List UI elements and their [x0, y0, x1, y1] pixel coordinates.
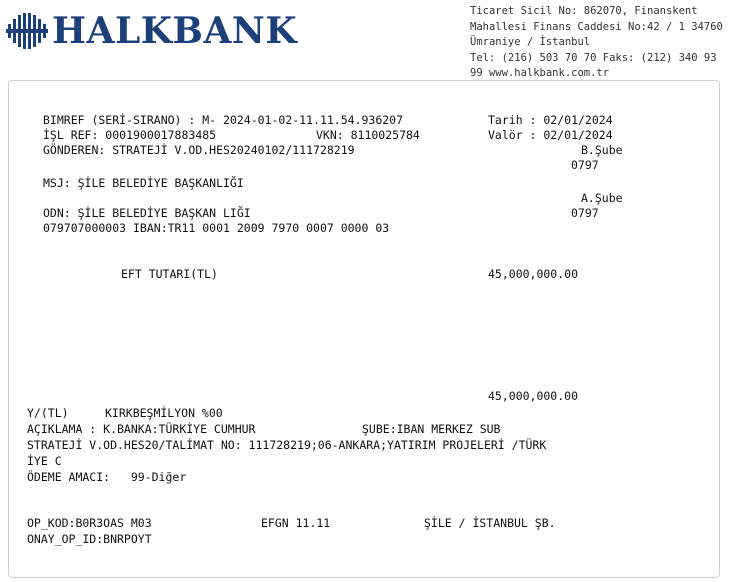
odeme-amaci: ÖDEME AMACI: 99-Diğer: [27, 470, 187, 484]
yazi-label: Y/(TL): [27, 406, 69, 420]
address-line: 99 www.halkbank.com.tr: [470, 67, 610, 79]
halkbank-logo: [6, 10, 297, 52]
efgn: EFGN 11.11: [261, 516, 331, 530]
aciklama: AÇIKLAMA : K.BANKA:TÜRKİYE CUMHUR: [27, 422, 256, 436]
gonderen: GÖNDEREN: STRATEJİ V.OD.HES20240102/111728219: [43, 143, 355, 157]
halkbank-mark-icon: [6, 10, 48, 52]
address-line: Ümraniye / İstanbul: [470, 36, 591, 48]
bimref-line: BIMREF (SERİ-SIRANO) : M- 2024-01-02-11.11.54.936207: [43, 113, 404, 127]
eft-amount: 45,000,000.00: [488, 267, 579, 281]
yazi-value: KIRKBEŞMİLYON %00: [105, 406, 223, 420]
a-sube-no: 0797: [571, 206, 599, 220]
vkn: VKN: 8110025784: [316, 128, 420, 142]
strateji-line: STRATEJİ V.OD.HES20/TALİMAT NO: 111728219;06-ANKARA;YATIRIM PROJELERİ /TÜRK: [27, 438, 547, 452]
odn: ODN: ŞİLE BELEDİYE BAŞKAN LIĞI: [43, 206, 251, 220]
eft-label: EFT TUTARI(TL): [121, 267, 218, 281]
b-sube-no: 0797: [571, 158, 599, 172]
bank-name: HALKBANK: [52, 10, 298, 52]
address-line: Ticaret Sicil No: 862070, Finanskent: [470, 5, 698, 17]
onay-op-id: ONAY_OP_ID:BNRPOYT: [27, 532, 152, 546]
sile-sb: ŞİLE / İSTANBUL ŞB.: [424, 516, 556, 530]
iban-line: 079707000003 IBAN:TR11 0001 2009 7970 0007 0000 03: [43, 221, 390, 235]
iye-c: İYE C: [27, 454, 62, 468]
total-amount: 45,000,000.00: [488, 389, 579, 403]
sube-iban: ŞUBE:IBAN MERKEZ SUB: [362, 422, 501, 436]
address-line: Mahallesi Finans Caddesi No:42 / 1 34760: [470, 20, 723, 33]
valor: Valör : 02/01/2024: [488, 128, 613, 142]
op-kod: OP_KOD:B0R3OAS M03: [27, 516, 152, 530]
msj: MSJ: ŞİLE BELEDİYE BAŞKANLIĞI: [43, 176, 244, 190]
address-line: Tel: (216) 503 70 70 Faks: (212) 340 93: [470, 51, 717, 64]
isl-ref: İŞL REF: 0001900017883485: [43, 128, 217, 142]
bank-address-block: [470, 4, 738, 82]
a-sube-label: A.Şube: [581, 191, 623, 205]
tarih: Tarih : 02/01/2024: [488, 113, 613, 127]
b-sube-label: B.Şube: [581, 143, 623, 157]
